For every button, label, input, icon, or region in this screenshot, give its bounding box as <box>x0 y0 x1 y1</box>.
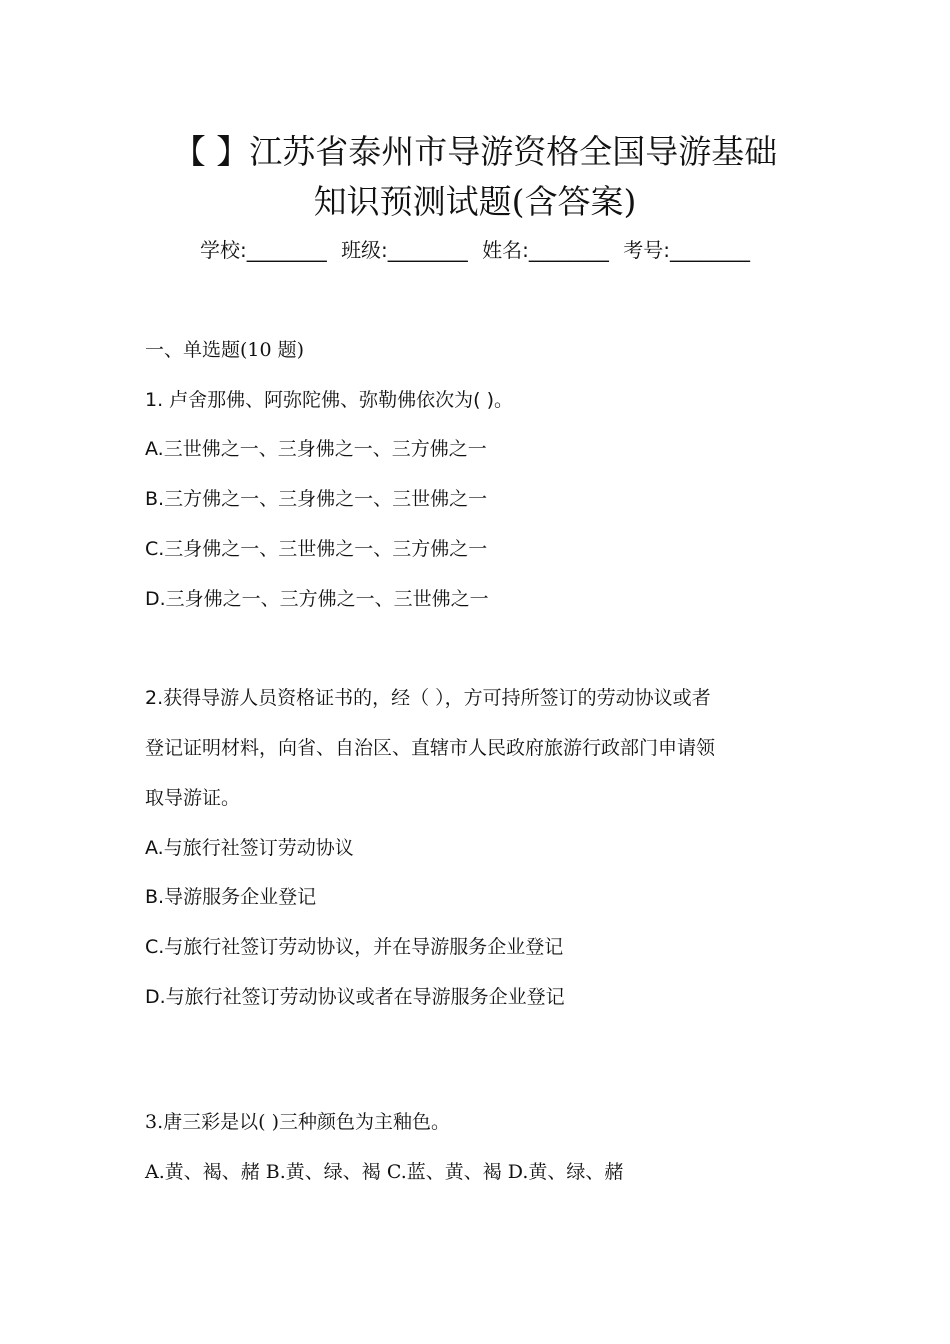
question-3-options: A.黄、褐、赭 B.黄、绿、褐 C.蓝、黄、褐 D.黄、绿、赭 <box>145 1161 624 1183</box>
exam-number-field: 考号:________ <box>623 238 751 262</box>
question-1-stem: 1. 卢舍那佛、阿弥陀佛、弥勒佛依次为( )。 <box>145 389 514 411</box>
document-title-line-2: 知识预测试题(含答案) <box>313 182 637 221</box>
student-info-row <box>0 236 950 264</box>
question-2-option-d: D.与旅行社签订劳动协议或者在导游服务企业登记 <box>145 986 565 1008</box>
question-3-stem: 3.唐三彩是以( )三种颜色为主釉色。 <box>145 1111 450 1133</box>
question-2-option-b: B.导游服务企业登记 <box>145 886 317 908</box>
question-2-stem-line-1: 2.获得导游人员资格证书的，经（ ），方可持所签订的劳动协议或者 <box>145 687 711 709</box>
class-field: 班级:________ <box>341 238 468 262</box>
question-2-option-c: C.与旅行社签订劳动协议，并在导游服务企业登记 <box>145 936 564 958</box>
question-1-option-c: C.三身佛之一、三世佛之一、三方佛之一 <box>145 538 488 560</box>
section-heading: 一、单选题(10 题) <box>145 339 305 361</box>
question-2-option-a: A.与旅行社签订劳动协议 <box>145 837 354 859</box>
question-2-stem-line-2: 登记证明材料，向省、自治区、直辖市人民政府旅游行政部门申请领 <box>145 737 716 759</box>
question-2-stem-line-3: 取导游证。 <box>145 787 241 809</box>
school-field: 学校:________ <box>199 238 327 262</box>
question-1-option-b: B.三方佛之一、三身佛之一、三世佛之一 <box>145 488 488 510</box>
name-field: 姓名:________ <box>482 238 609 262</box>
document-title-line-1: 【 】江苏省泰州市导游资格全国导游基础 <box>172 132 778 171</box>
question-1-option-d: D.三身佛之一、三方佛之一、三世佛之一 <box>145 588 489 610</box>
question-1-option-a: A.三世佛之一、三身佛之一、三方佛之一 <box>145 438 487 460</box>
